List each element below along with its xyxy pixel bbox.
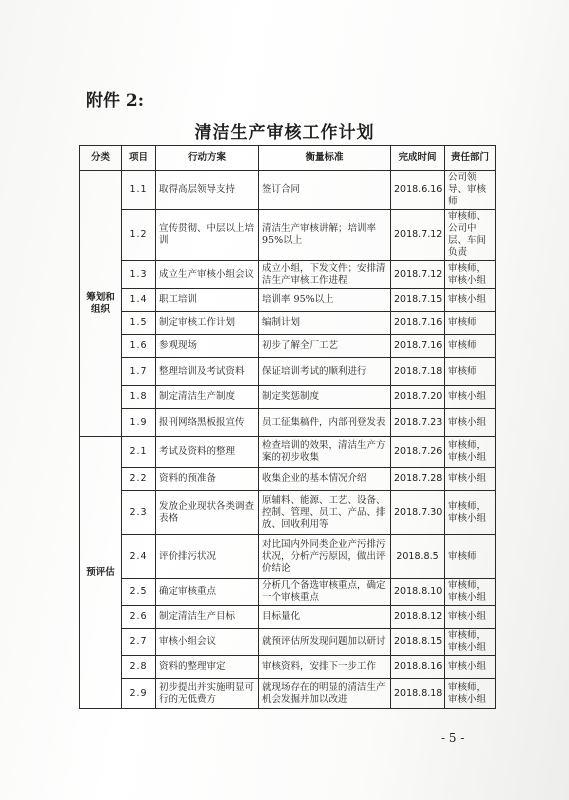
table-row [80,437,496,468]
date-cell: 2018.8.5 [391,535,445,579]
dept-cell: 审核师 [445,535,496,579]
date-cell: 2018.8.10 [391,579,445,606]
item-cell: 2.2 [122,468,156,491]
dept-cell: 审核师，审核小组 [445,579,496,606]
dept-cell: 审核师，审核小组 [445,491,496,535]
header-date: 完成时间 [391,146,445,171]
standard-cell: 就现场存在的明显的清洁生产机会发掘并加以改进 [259,679,391,709]
work-plan-table [79,145,496,709]
item-cell: 1.7 [122,358,156,386]
item-cell: 2.3 [122,491,156,535]
action-cell: 评价排污状况 [156,535,259,579]
item-cell: 1.3 [122,261,156,289]
table-row [80,289,496,312]
action-cell: 报刊网络黑板报宣传 [156,409,259,437]
date-cell: 2018.7.23 [391,409,445,437]
item-cell: 1.1 [122,171,156,210]
header-category: 分类 [80,146,122,171]
item-cell: 1.6 [122,335,156,358]
table-header-row [80,146,496,171]
item-cell: 1.5 [122,312,156,335]
action-cell: 宣传贯彻、中层以上培训 [156,210,259,261]
table-row [80,535,496,579]
dept-cell: 审核师 [445,358,496,386]
standard-cell: 培训率 95%以上 [259,289,391,312]
table-row [80,386,496,409]
item-cell: 1.4 [122,289,156,312]
table-row [80,171,496,210]
dept-cell: 审核师，审核小组 [445,629,496,656]
table-row [80,335,496,358]
dept-cell: 审核小组 [445,656,496,679]
category-cell: 筹划和组织 [80,171,122,437]
action-cell: 取得高层领导支持 [156,171,259,210]
date-cell: 2018.7.30 [391,491,445,535]
standard-cell: 编制计划 [259,312,391,335]
dept-cell: 审核师，审核小组 [445,437,496,468]
date-cell: 2018.7.16 [391,312,445,335]
date-cell: 2018.7.28 [391,468,445,491]
table-row [80,210,496,261]
table-body [80,171,496,709]
category-cell: 预评估 [80,437,122,709]
table-row [80,679,496,709]
action-cell: 初步提出并实施明显可行的无低费方 [156,679,259,709]
table-row [80,606,496,629]
header-dept: 责任部门 [445,146,496,171]
standard-cell: 收集企业的基本情况介绍 [259,468,391,491]
item-cell: 2.8 [122,656,156,679]
standard-cell: 目标量化 [259,606,391,629]
action-cell: 确定审核重点 [156,579,259,606]
item-cell: 2.4 [122,535,156,579]
dept-cell: 审核小组 [445,409,496,437]
standard-cell: 保证培训考试的顺利进行 [259,358,391,386]
date-cell: 2018.7.12 [391,261,445,289]
dept-cell: 审核小组 [445,468,496,491]
date-cell: 2018.7.16 [391,335,445,358]
date-cell: 2018.7.20 [391,386,445,409]
standard-cell: 员工征集稿件，内部刊登发表 [259,409,391,437]
dept-cell: 审核师 [445,312,496,335]
table-row [80,312,496,335]
standard-cell: 审核资料，安排下一步工作 [259,656,391,679]
item-cell: 2.6 [122,606,156,629]
action-cell: 参观现场 [156,335,259,358]
date-cell: 2018.7.12 [391,210,445,261]
dept-cell: 审核师、公司中层、车间负责 [445,210,496,261]
table-row [80,656,496,679]
action-cell: 职工培训 [156,289,259,312]
action-cell: 整理培训及考试资料 [156,358,259,386]
date-cell: 2018.8.12 [391,606,445,629]
header-action: 行动方案 [156,146,259,171]
table-row [80,468,496,491]
action-cell: 资料的预准备 [156,468,259,491]
date-cell: 2018.8.16 [391,656,445,679]
action-cell: 发放企业现状各类调查表格 [156,491,259,535]
date-cell: 2018.7.15 [391,289,445,312]
action-cell: 制定清洁生产目标 [156,606,259,629]
standard-cell: 对比国内外同类企业产污排污状况，分析产污原因，做出评价结论 [259,535,391,579]
item-cell: 2.9 [122,679,156,709]
action-cell: 审核小组会议 [156,629,259,656]
item-cell: 1.8 [122,386,156,409]
item-cell: 2.1 [122,437,156,468]
item-cell: 1.9 [122,409,156,437]
table-row [80,409,496,437]
date-cell: 2018.8.18 [391,679,445,709]
table-row [80,358,496,386]
table-row [80,629,496,656]
date-cell: 2018.6.16 [391,171,445,210]
dept-cell: 公司领导、审核师 [445,171,496,210]
item-cell: 1.2 [122,210,156,261]
dept-cell: 审核师，审核小组 [445,679,496,709]
standard-cell: 原辅料、能源、工艺、设备、控制、管理、员工、产品、排放、回收利用等 [259,491,391,535]
action-cell: 考试及资料的整理 [156,437,259,468]
standard-cell: 就预评估所发现问题加以研讨 [259,629,391,656]
action-cell: 制定审核工作计划 [156,312,259,335]
page-number: - 5 - [441,731,465,745]
date-cell: 2018.8.15 [391,629,445,656]
standard-cell: 清洁生产审核讲解；培训率95%以上 [259,210,391,261]
page-title: 清洁生产审核工作计划 [194,123,375,143]
action-cell: 制定清洁生产制度 [156,386,259,409]
standard-cell: 初步了解全厂工艺 [259,335,391,358]
date-cell: 2018.7.18 [391,358,445,386]
table-row [80,261,496,289]
standard-cell: 成立小组，下发文件；安排清洁生产审核工作进程 [259,261,391,289]
standard-cell: 检查培训的效果，清洁生产方案的初步收集 [259,437,391,468]
standard-cell: 签订合同 [259,171,391,210]
dept-cell: 审核小组 [445,606,496,629]
date-cell: 2018.7.26 [391,437,445,468]
dept-cell: 审核小组 [445,289,496,312]
item-cell: 2.5 [122,579,156,606]
standard-cell: 制定奖惩制度 [259,386,391,409]
dept-cell: 审核小组 [445,386,496,409]
item-cell: 2.7 [122,629,156,656]
header-item: 项目 [122,146,156,171]
table-row [80,579,496,606]
header-standard: 衡量标准 [259,146,391,171]
action-cell: 资料的整理审定 [156,656,259,679]
action-cell: 成立生产审核小组会议 [156,261,259,289]
dept-cell: 审核师 [445,335,496,358]
table-row [80,491,496,535]
attachment-label: 附件 2: [86,91,145,111]
dept-cell: 审核师，审核小组 [445,261,496,289]
standard-cell: 分析几个备选审核重点，确定一个审核重点 [259,579,391,606]
